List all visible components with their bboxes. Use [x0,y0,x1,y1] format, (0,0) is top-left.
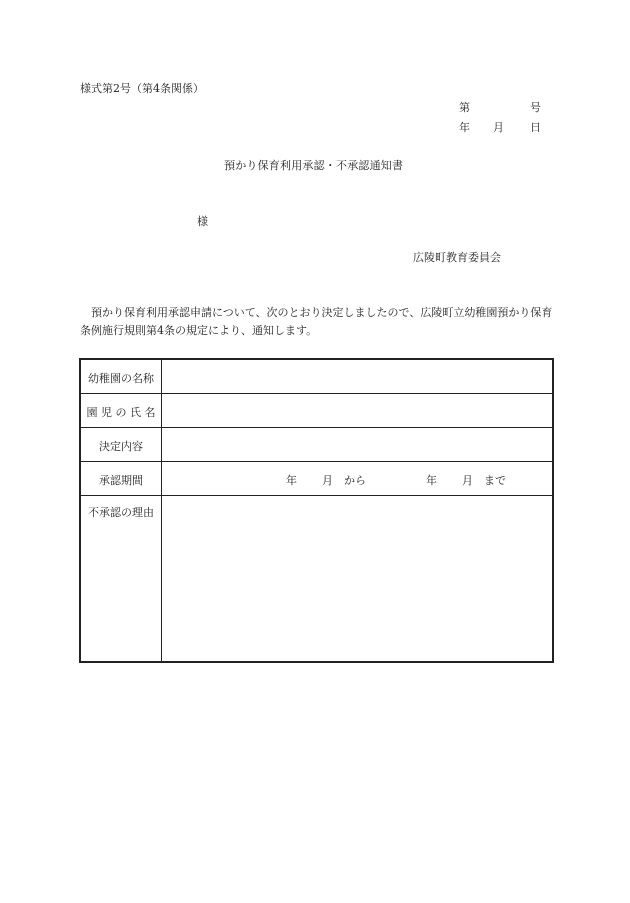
period-end-month: 月 [462,474,473,487]
document-title: 預かり保育利用承認・不承認通知書 [224,159,404,172]
row-divider [81,495,552,496]
date-month-label: 月 [493,121,504,134]
notice-table [79,358,554,663]
period-from: から [344,474,366,487]
document-number-suffix: 号 [530,101,541,114]
kindergarten-name-label: 幼稚園の名称 [88,372,154,385]
date-day-label: 日 [530,121,541,134]
period-until: まで [484,474,506,487]
addressee-honorific: 様 [197,215,208,228]
row-divider [81,461,552,462]
decision-label: 決定内容 [99,440,143,453]
label-column-divider [161,360,162,661]
approval-period-label: 承認期間 [99,474,143,487]
form-id: 様式第2号（第4条関係） [80,82,204,95]
issuer-name: 広陵町教育委員会 [413,251,501,264]
period-end-year: 年 [426,474,437,487]
notice-body: 預かり保育利用承認申請について、次のとおり決定しましたので、広陵町立幼稚園預かり保育条例施行規則第4条の規定により、通知します。 [80,306,553,337]
child-name-label: 園 児 の 氏 名 [86,406,156,419]
period-start-year: 年 [286,474,297,487]
row-divider [81,393,552,394]
row-divider [81,427,552,428]
rejection-reason-label: 不承認の理由 [88,506,154,519]
period-start-month: 月 [322,474,333,487]
date-year-label: 年 [459,121,470,134]
document-number-label: 第 [459,101,470,114]
